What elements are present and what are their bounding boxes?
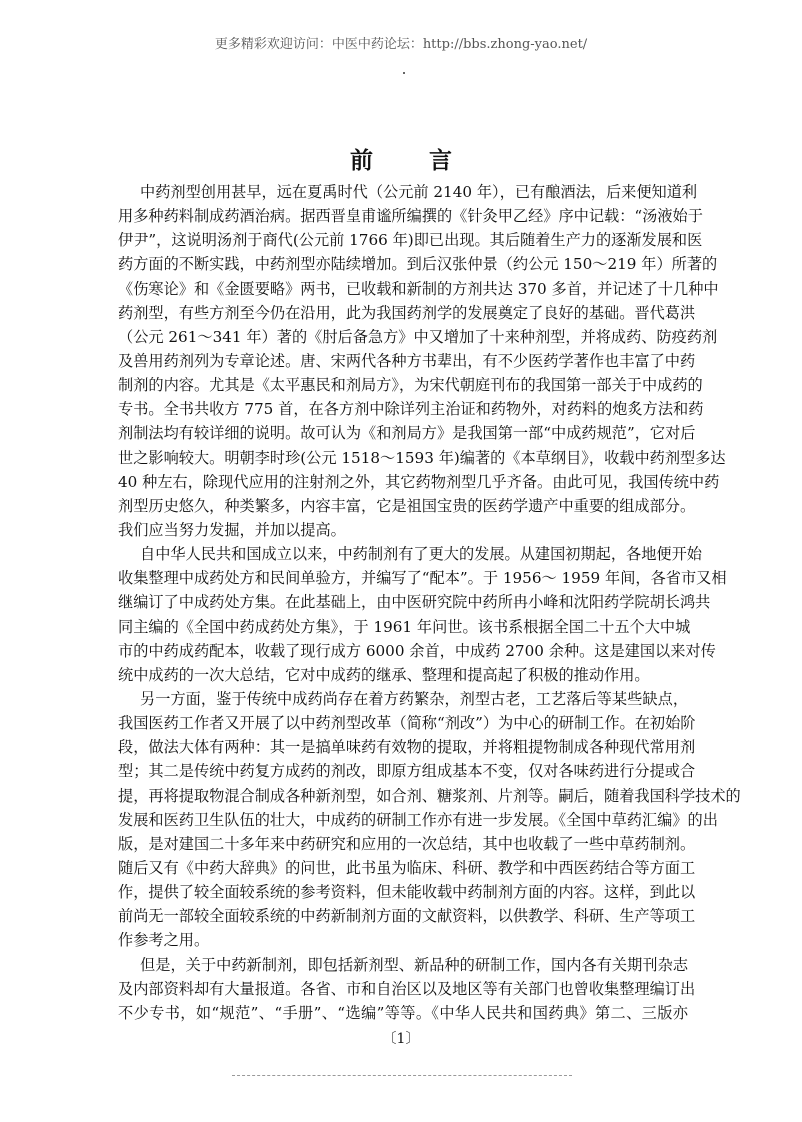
text-line: 世之影响较大。明朝李时珍(公元 1518～1593 年)编著的《本草纲目》，收载中药剂型多达 — [118, 448, 726, 467]
text-line: 及内部资料却有大量报道。各省、市和自治区以及地区等有关部门也曾收集整理编订出 — [118, 979, 696, 998]
paragraph — [118, 953, 696, 1025]
text-line: 提，再将提取物混合制成各种新剂型，如合剂、糖浆剂、片剂等。嗣后，随着我国科学技术的 — [118, 786, 741, 805]
text-line: （公元 261～341 年）著的《肘后备急方》中又增加了十来种剂型，并将成药、防疫药剂 — [118, 327, 718, 346]
text-line: 《伤寒论》和《金匮要略》两书，已收载和新制的方剂共达 370 多首，并记述了十几种中 — [118, 279, 719, 298]
text-line: 药剂型，有些方剂至今仍在沿用，此为我国药剂学的发展奠定了良好的基础。晋代葛洪 — [118, 303, 696, 322]
text-line: 版，是对建国二十多年来中药研究和应用的一次总结，其中也收载了一些中草药制剂。 — [118, 834, 696, 853]
paragraph — [118, 180, 726, 542]
text-line: 同主编的《全国中药成药处方集》，于 1961 年问世。该书系根据全国二十五个大中城 — [118, 617, 691, 636]
text-line: 段，做法大体有两种：其一是搞单味药有效物的提取，并将粗提物制成各种现代常用剂 — [118, 738, 696, 757]
text-line: 作，提供了较全面较系统的参考资料，但未能收载中药制剂方面的内容。这样，到此以 — [118, 883, 696, 902]
text-line: 用多种药料制成药酒治病。据西晋皇甫谧所编撰的《针灸甲乙经》序中记载：“汤液始于 — [118, 207, 703, 226]
scan-artifact-line — [232, 1075, 572, 1076]
paragraph — [118, 542, 727, 687]
page-number: 〔1〕 — [382, 1031, 420, 1047]
text-line: 药方面的不断实践，中药剂型亦陆续增加。到后汉张仲景（约公元 150～219 年）所著的 — [118, 255, 718, 274]
text-line: 不少专书，如“规范”、“手册”、“选编”等等。《中华人民共和国药典》第二、三版亦 — [118, 1003, 688, 1022]
text-line: 及兽用药剂列为专章论述。唐、宋两代各种方书辈出，有不少医药学著作也丰富了中药 — [118, 351, 696, 370]
preface-body — [118, 180, 741, 1025]
text-line: 市的中药成药配本，收载了现行成方 6000 余首，中成药 2700 余种。这是建国以来对传 — [118, 641, 716, 660]
text-line: 前尚无一部较全面较系统的中药新制剂方面的文献资料，以供教学、科研、生产等项工 — [118, 907, 696, 926]
text-line: 制剂的内容。尤其是《太平惠民和剂局方》，为宋代朝庭刊布的我国第一部关于中成药的 — [118, 376, 703, 395]
text-line: 我们应当努力发掘，并加以提高。 — [118, 520, 346, 539]
site-banner: 更多精彩欢迎访问：中医中药论坛：http://bbs.zhong-yao.net/ — [214, 37, 588, 52]
text-line: 40 种左右，除现代应用的注射剂之外，其它药物剂型几乎齐备。由此可见，我国传统中药 — [118, 472, 720, 491]
text-line: 继编订了中成药处方集。在此基础上，由中医研究院中药所冉小峰和沈阳药学院胡长鸿共 — [118, 593, 711, 612]
text-line: 作参考之用。 — [118, 931, 210, 950]
text-line: 另一方面，鉴于传统中成药尚存在着方药繁杂，剂型古老，工艺落后等某些缺点， — [140, 689, 688, 708]
text-line: 随后又有《中药大辞典》的问世，此书虽为临床、科研、教学和中西医药结合等方面工 — [118, 858, 696, 877]
page-title: 前 言 — [349, 147, 476, 174]
text-line: 收集整理中成药处方和民间单验方，并编写了“配本”。于 1956～ 1959 年间，各省市又相 — [118, 569, 727, 588]
text-line: 发展和医药卫生队伍的壮大，中成药的研制工作亦有进一步发展。《全国中草药汇编》的出 — [118, 810, 718, 829]
text-line: 剂型历史悠久，种类繁多，内容丰富，它是祖国宝贵的医药学遗产中重要的组成部分。 — [118, 496, 696, 515]
text-line: 但是，关于中药新制剂，即包括新剂型、新品种的研制工作，国内各有关期刊杂志 — [140, 955, 688, 974]
text-line: 型；其二是传统中药复方成药的剂改，即原方组成基本不变，仅对各味药进行分提或合 — [118, 762, 696, 781]
text-line: 专书。全书共收方 775 首，在各方剂中除详列主治证和药物外，对药料的炮炙方法和药 — [118, 400, 704, 419]
text-line: 中药剂型创用甚早，远在夏禹时代（公元前 2140 年），已有酿酒法，后来便知道利 — [140, 183, 698, 201]
scan-speck — [403, 72, 405, 74]
text-line: 自中华人民共和国成立以来，中药制剂有了更大的发展。从建国初期起，各地便开始 — [140, 545, 702, 564]
text-line: 统中成药的一次大总结，它对中成药的继承、整理和提高起了积极的推动作用。 — [118, 665, 650, 684]
text-line: 剂制法均有较详细的说明。故可认为《和剂局方》是我国第一部“中成药规范”，它对后 — [118, 424, 696, 443]
text-line: 伊尹”，这说明汤剂于商代(公元前 1766 年)即已出现。其后随着生产力的逐渐发展和医 — [118, 231, 703, 250]
paragraph — [118, 687, 741, 953]
text-line: 我国医药工作者又开展了以中药剂型改革（简称“剂改”）为中心的研制工作。在初始阶 — [118, 714, 696, 733]
